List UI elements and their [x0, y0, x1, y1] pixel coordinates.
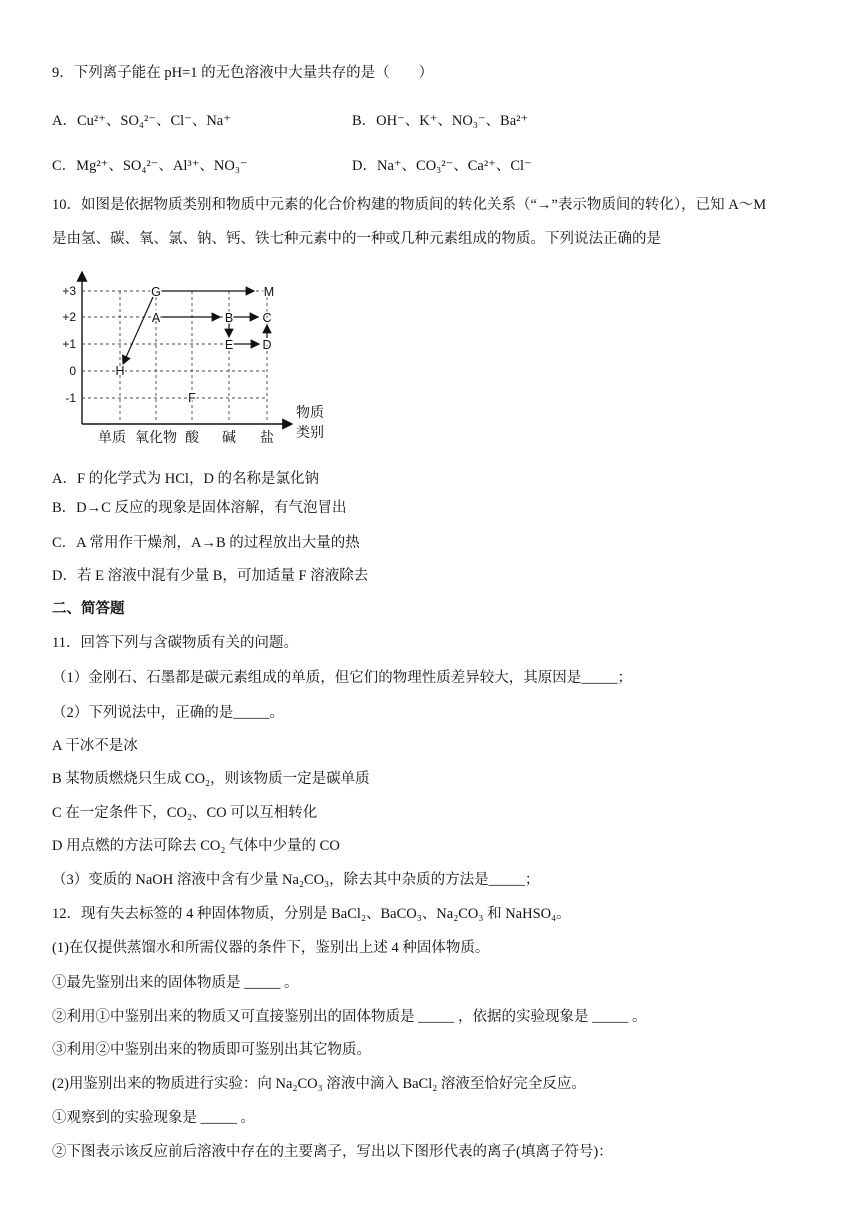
- x-axis-title-1: 物质: [296, 404, 324, 420]
- q10-option-a: A．F 的化学式为 HCl，D 的名称是氯化钠: [52, 471, 320, 487]
- y-tick-zero: 0: [69, 364, 76, 378]
- q9-option-a: A．Cu²⁺、SO₄²⁻、Cl⁻、Na⁺: [52, 113, 231, 129]
- q11-stem: 11．回答下列与含碳物质有关的问题。: [52, 635, 298, 651]
- node-H: H: [115, 364, 125, 378]
- x-label-element: 单质: [98, 429, 126, 445]
- q10-option-d: D．若 E 溶液中混有少量 B，可加适量 F 溶液除去: [52, 568, 369, 584]
- q11-option-a: A 干冰不是冰: [52, 738, 138, 754]
- q11-option-c: C 在一定条件下，CO₂、CO 可以互相转化: [52, 805, 318, 821]
- q11-part1: （1）金刚石、石墨都是碳元素组成的单质，但它们的物理性质差异较大，其原因是_____；: [52, 670, 632, 686]
- x-label-salt: 盐: [260, 429, 274, 445]
- q10-stem-line1: 10．如图是依据物质类别和物质中元素的化合价构建的物质间的转化关系（“→”表示物质间的转化），已知 A～M: [52, 197, 767, 213]
- node-D: D: [262, 338, 272, 352]
- q12-stem: 12．现有失去标签的 4 种固体物质，分别是 BaCl₂、BaCO₃、Na₂CO₃ 和 NaHSO₄。: [52, 906, 571, 922]
- q12-sub3: ③利用②中鉴别出来的物质即可鉴别出其它物质。: [52, 1042, 371, 1058]
- q11-part2: （2）下列说法中，正确的是_____。: [52, 705, 284, 721]
- valence-class-diagram: [52, 262, 342, 452]
- x-label-base: 碱: [222, 429, 236, 445]
- q12-sub1: ①最先鉴别出来的固体物质是 _____ 。: [52, 975, 299, 991]
- x-axis-title-2: 类别: [296, 424, 324, 440]
- q9-option-d: D．Na⁺、CO₃²⁻、Ca²⁺、Cl⁻: [352, 158, 532, 174]
- node-M: M: [263, 285, 275, 299]
- q10-stem-line2: 是由氢、碳、氧、氯、钠、钙、铁七种元素中的一种或几种元素组成的物质。下列说法正确的是: [52, 231, 661, 247]
- q10-option-c: C．A 常用作干燥剂，A→B 的过程放出大量的热: [52, 535, 360, 551]
- q9-stem: 9．下列离子能在 pH=1 的无色溶液中大量共存的是（ ）: [52, 65, 434, 81]
- x-label-oxide: 氧化物: [135, 429, 177, 445]
- q12-sub4: ①观察到的实验现象是 _____ 。: [52, 1110, 255, 1126]
- node-B: B: [224, 311, 234, 325]
- q12-sub2: ②利用①中鉴别出来的物质又可直接鉴别出的固体物质是 _____ ，依据的实验现象是 _____ 。: [52, 1009, 647, 1025]
- x-label-acid: 酸: [185, 429, 199, 445]
- q11-option-b: B 某物质燃烧只生成 CO₂，则该物质一定是碳单质: [52, 771, 370, 787]
- grid: [82, 291, 267, 424]
- node-E: E: [224, 338, 234, 352]
- q11-part3: （3）变质的 NaOH 溶液中含有少量 Na₂CO₃，除去其中杂质的方法是_____；: [52, 872, 540, 888]
- y-tick-plus3: +3: [62, 284, 76, 298]
- y-tick-minus1: -1: [65, 391, 76, 405]
- section-heading: 二、简答题: [52, 601, 125, 617]
- q9-option-c: C．Mg²⁺、SO₄²⁻、Al³⁺、NO₃⁻: [52, 158, 248, 174]
- q12-part1: (1)在仅提供蒸馏水和所需仪器的条件下，鉴别出上述 4 种固体物质。: [52, 940, 490, 956]
- node-A: A: [151, 311, 161, 325]
- y-tick-plus2: +2: [62, 310, 76, 324]
- q10-option-b: B．D→C 反应的现象是固体溶解，有气泡冒出: [52, 500, 347, 516]
- q12-part2: (2)用鉴别出来的物质进行实验：向 Na₂CO₃ 溶液中滴入 BaCl₂ 溶液至恰好完全反应。: [52, 1076, 586, 1092]
- q12-sub5: ②下图表示该反应前后溶液中存在的主要离子，写出以下图形代表的离子(填离子符号)：: [52, 1144, 613, 1160]
- node-G: G: [151, 285, 161, 299]
- y-tick-plus1: +1: [62, 337, 76, 351]
- node-C: C: [262, 311, 272, 325]
- node-F: F: [188, 391, 196, 405]
- q9-option-b: B．OH⁻、K⁺、NO₃⁻、Ba²⁺: [352, 113, 529, 129]
- q11-option-d: D 用点燃的方法可除去 CO₂ 气体中少量的 CO: [52, 838, 340, 854]
